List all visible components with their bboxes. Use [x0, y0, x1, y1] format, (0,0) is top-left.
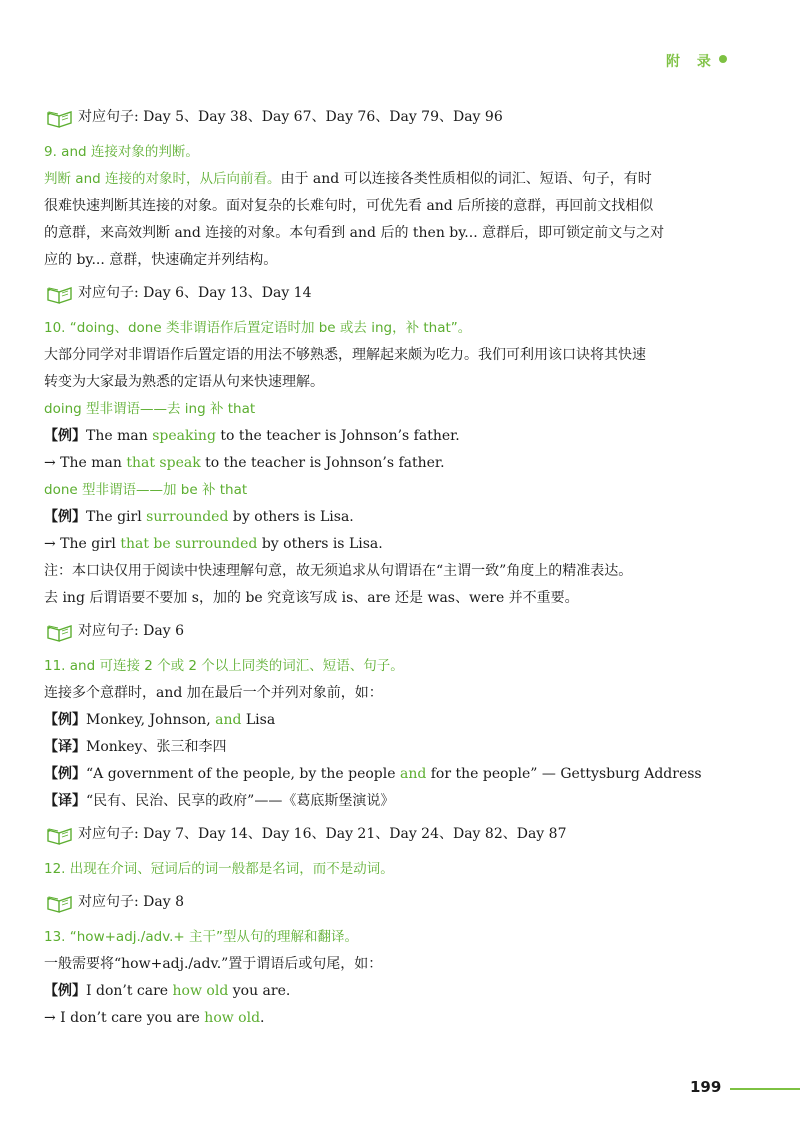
reference-days: Day 8	[143, 894, 185, 910]
reference-label: 对应句子:	[78, 285, 139, 301]
section-12-title: 12. 出现在介词、冠词后的词一般都是名词，而不是动词。	[44, 861, 394, 877]
paragraph-line: 判断 and 连接的对象时，从后向前看。由于 and 可以连接各类性质相似的词汇、短语、句子，有时	[44, 171, 652, 187]
section-9-title: 9. and 连接对象的判断。	[44, 144, 199, 160]
book-icon	[46, 893, 74, 913]
highlight-text: surrounded	[146, 509, 229, 525]
paragraph-line: 连接多个意群时，and 加在最后一个并列对象前，如：	[44, 685, 383, 701]
reference-line	[46, 618, 758, 645]
highlight-text: 判断 and 连接的对象时，从后向前看。	[44, 171, 281, 187]
reference-days: Day 6	[143, 623, 185, 639]
paragraph-line: 大部分同学对非谓语作后置定语的用法不够熟悉，理解起来颇为吃力。我们可利用该口诀将其快速	[44, 347, 646, 363]
paragraph-line: 转变为大家最为熟悉的定语从句来快速理解。	[44, 374, 324, 390]
reference-line	[46, 104, 758, 131]
section-10-title: 10. “doing、done 类非谓语作后置定语时加 be 或去 ing，补 that”。	[44, 320, 472, 336]
reference-line	[46, 280, 758, 307]
reference-label: 对应句子:	[78, 109, 139, 125]
example-line: 【例】The girl surrounded by others is Lisa.	[44, 509, 354, 525]
highlight-text: and	[399, 766, 427, 782]
highlight-text: how old	[204, 1010, 261, 1026]
paragraph-line: 的意群，来高效判断 and 连接的对象。本句看到 and 后的 then by... 意群后，即可锁定前文与之对	[44, 225, 665, 241]
example-line: 【例】Monkey, Johnson, and Lisa	[44, 712, 276, 728]
rule-doing: doing 型非谓语——去 ing 补 that	[44, 401, 256, 417]
paragraph-line: 应的 by... 意群，快速确定并列结构。	[44, 252, 278, 268]
content	[44, 104, 758, 1032]
example-line: → The girl that be surrounded by others is Lisa.	[44, 536, 383, 552]
example-line: → The man that speak to the teacher is Johnson’s father.	[44, 455, 445, 471]
reference-label: 对应句子:	[78, 826, 139, 842]
section-11-title: 11. and 可连接 2 个或 2 个以上同类的词汇、短语、句子。	[44, 658, 404, 674]
highlight-text: that speak	[126, 455, 201, 471]
note-line: 注：本口诀仅用于阅读中快速理解句意，故无须追求从句谓语在“主谓一致”角度上的精准表达。	[44, 563, 633, 579]
reference-days: Day 6、Day 13、Day 14	[143, 285, 312, 301]
paragraph-line: 很难快速判断其连接的对象。面对复杂的长难句时，可优先看 and 后所接的意群，再回前文找相似	[44, 198, 654, 214]
book-icon	[46, 284, 74, 304]
highlight-text: and	[215, 712, 242, 728]
note-line: 去 ing 后谓语要不要加 s，加的 be 究竟该写成 is、are 还是 was、were 并不重要。	[44, 590, 579, 606]
section-label: 附 录	[666, 54, 717, 70]
highlight-text: how old	[172, 983, 229, 999]
reference-line	[46, 821, 758, 848]
reference-days: Day 7、Day 14、Day 16、Day 21、Day 24、Day 82、Day 87	[143, 826, 567, 842]
translation-line: 【译】Monkey、张三和李四	[44, 739, 227, 755]
example-line: → I don’t care you are how old.	[44, 1010, 265, 1026]
highlight-text: speaking	[152, 428, 216, 444]
footer-rule	[730, 1088, 800, 1090]
translation-line: 【译】“民有、民治、民享的政府”——《葛底斯堡演说》	[44, 793, 395, 809]
example-line: 【例】The man speaking to the teacher is Johnson’s father.	[44, 428, 460, 444]
book-icon	[46, 825, 74, 845]
rule-done: done 型非谓语——加 be 补 that	[44, 482, 248, 498]
book-icon	[46, 108, 74, 128]
book-icon	[46, 622, 74, 642]
example-line: 【例】I don’t care how old you are.	[44, 983, 291, 999]
highlight-text: that be surrounded	[120, 536, 258, 552]
reference-line	[46, 889, 758, 916]
section-13-title: 13. “how+adj./adv.+ 主干”型从句的理解和翻译。	[44, 929, 359, 945]
section-dot-icon	[719, 55, 727, 63]
page-number: 199	[690, 1078, 722, 1096]
reference-days: Day 5、Day 38、Day 67、Day 76、Day 79、Day 96	[143, 109, 503, 125]
reference-label: 对应句子:	[78, 894, 139, 910]
paragraph-line: 一般需要将“how+adj./adv.”置于谓语后或句尾，如：	[44, 956, 383, 972]
example-line: 【例】“A government of the people, by the people and for the people” — Gettysburg Address	[44, 766, 702, 782]
reference-label: 对应句子:	[78, 623, 139, 639]
